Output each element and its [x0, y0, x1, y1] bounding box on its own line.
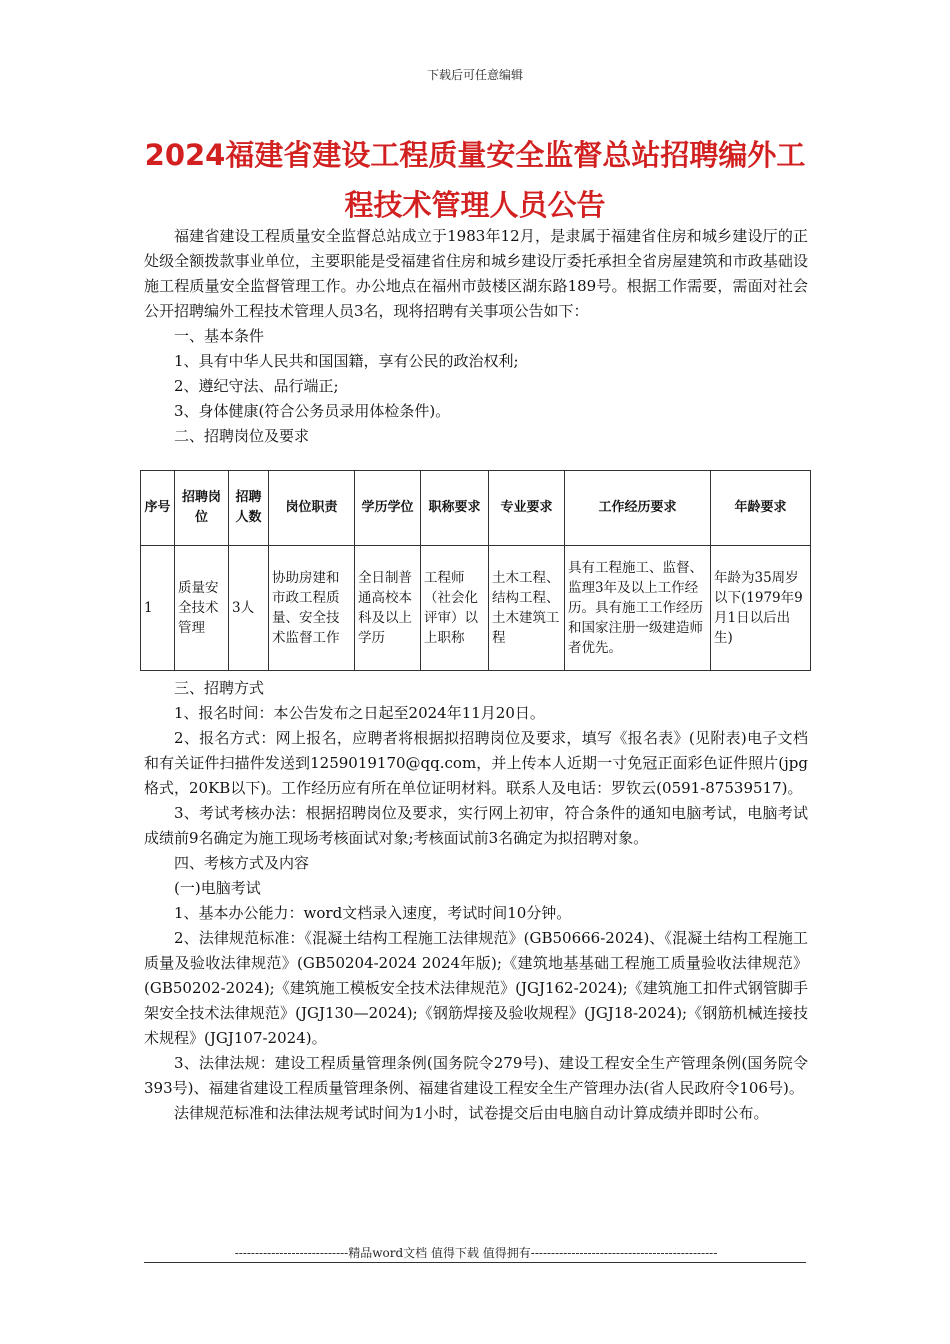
section1-item: 1、具有中华人民共和国国籍，享有公民的政治权利; — [174, 352, 519, 370]
section3-item: 2、报名方式：网上报名，应聘者将根据拟招聘岗位及要求，填写《报名表》(见附表)电子文档和有关证件扫描件发送到1259019170@qq.com，并上传本人近期一寸免冠正面彩色证件照片(jpg格式，20KB以下)。工作经历应有所在单位证明材料。联系人及电话：罗钦云(0591-87539517)。 — [144, 729, 808, 797]
section3-heading: 三、招聘方式 — [174, 679, 265, 697]
footer-note: ----------------------------精品word文档 值得下载 值得拥有---------------------------------------------- — [234, 1246, 718, 1260]
section1-item: 2、遵纪守法、品行端正; — [174, 377, 339, 395]
recruitment-table — [140, 470, 811, 671]
table-header-cell: 年龄要求 — [711, 471, 811, 546]
intro-paragraph: 福建省建设工程质量安全监督总站成立于1983年12月，是隶属于福建省住房和城乡建设厅的正处级全额拨款事业单位，主要职能是受福建省住房和城乡建设厅委托承担全省房屋建筑和市政基础设施工程质量安全监督管理工作。办公地点在福州市鼓楼区湖东路189号。根据工作需要，需面对社会公开招聘编外工程技术管理人员3名，现将招聘有关事项公告如下： — [144, 227, 808, 320]
table-header-cell: 招聘岗位 — [175, 471, 229, 546]
section3-item: 1、报名时间：本公告发布之日起至2024年11月20日。 — [174, 704, 545, 722]
section4-subheading: (一)电脑考试 — [174, 879, 261, 897]
cell-title: 工程师（社会化评审）以上职称 — [421, 546, 489, 671]
page-title: 2024福建省建设工程质量安全监督总站招聘编外工程技术管理人员公告 — [144, 138, 806, 222]
table-header-cell: 职称要求 — [421, 471, 489, 546]
table-header-cell: 序号 — [141, 471, 175, 546]
section1-heading: 一、基本条件 — [174, 327, 265, 345]
header-note: 下载后可任意编辑 — [426, 68, 523, 82]
cell-education: 全日制普通高校本科及以上学历 — [355, 546, 421, 671]
body-part-2 — [144, 676, 808, 1126]
table-header-cell: 工作经历要求 — [565, 471, 711, 546]
cell-duty: 协助房建和市政工程质量、安全技术监督工作 — [269, 546, 355, 671]
section4-item: 2、法律规范标准：《混凝土结构工程施工法律规范》(GB50666-2024)、《混凝土结构工程施工质量及验收法律规范》(GB50204-2024 2024年版);《建筑地基基础工程施工质量验收法律规范》(GB50202-2024);《建筑施工模板安全技术法律规范》(JGJ162-2024);《建筑施工扣件式钢管脚手架安全技术法律规范》(JGJ130—2024);《钢筋焊接及验收规程》(JGJ18-2024);《钢筋机械连接技术规程》(JGJ107-2024)。 — [144, 929, 808, 1047]
section4-item: 3、法律法规：建设工程质量管理条例(国务院令279号)、建设工程安全生产管理条例(国务院令393号)、福建省建设工程质量管理条例、福建省建设工程安全生产管理办法(省人民政府令106号)。 — [144, 1054, 808, 1097]
body-part-1 — [144, 224, 808, 449]
section4-item: 法律规范标准和法律法规考试时间为1小时，试卷提交后由电脑自动计算成绩并即时公布。 — [174, 1104, 769, 1122]
table-header-cell: 学历学位 — [355, 471, 421, 546]
cell-major: 土木工程、结构工程、土木建筑工程 — [489, 546, 565, 671]
section1-item: 3、身体健康(符合公务员录用体检条件)。 — [174, 402, 451, 420]
table-header-cell: 岗位职责 — [269, 471, 355, 546]
section2-heading: 二、招聘岗位及要求 — [174, 427, 310, 445]
cell-no: 1 — [141, 546, 175, 671]
table-row — [141, 546, 811, 671]
table-header-cell: 招聘人数 — [229, 471, 269, 546]
table-header-cell: 专业要求 — [489, 471, 565, 546]
section4-heading: 四、考核方式及内容 — [174, 854, 310, 872]
section4-item: 1、基本办公能力：word文档录入速度，考试时间10分钟。 — [174, 904, 572, 922]
footer-divider — [144, 1262, 806, 1263]
section3-item: 3、考试考核办法：根据招聘岗位及要求，实行网上初审，符合条件的通知电脑考试，电脑考试成绩前9名确定为施工现场考核面试对象;考核面试前3名确定为拟招聘对象。 — [144, 804, 808, 847]
cell-position: 质量安全技术管理 — [175, 546, 229, 671]
cell-count: 3人 — [229, 546, 269, 671]
table-header-row — [141, 471, 811, 546]
cell-age: 年龄为35周岁以下(1979年9月1日以后出生) — [711, 546, 811, 671]
cell-experience: 具有工程施工、监督、监理3年及以上工作经历。具有施工工作经历和国家注册一级建造师者优先。 — [565, 546, 711, 671]
